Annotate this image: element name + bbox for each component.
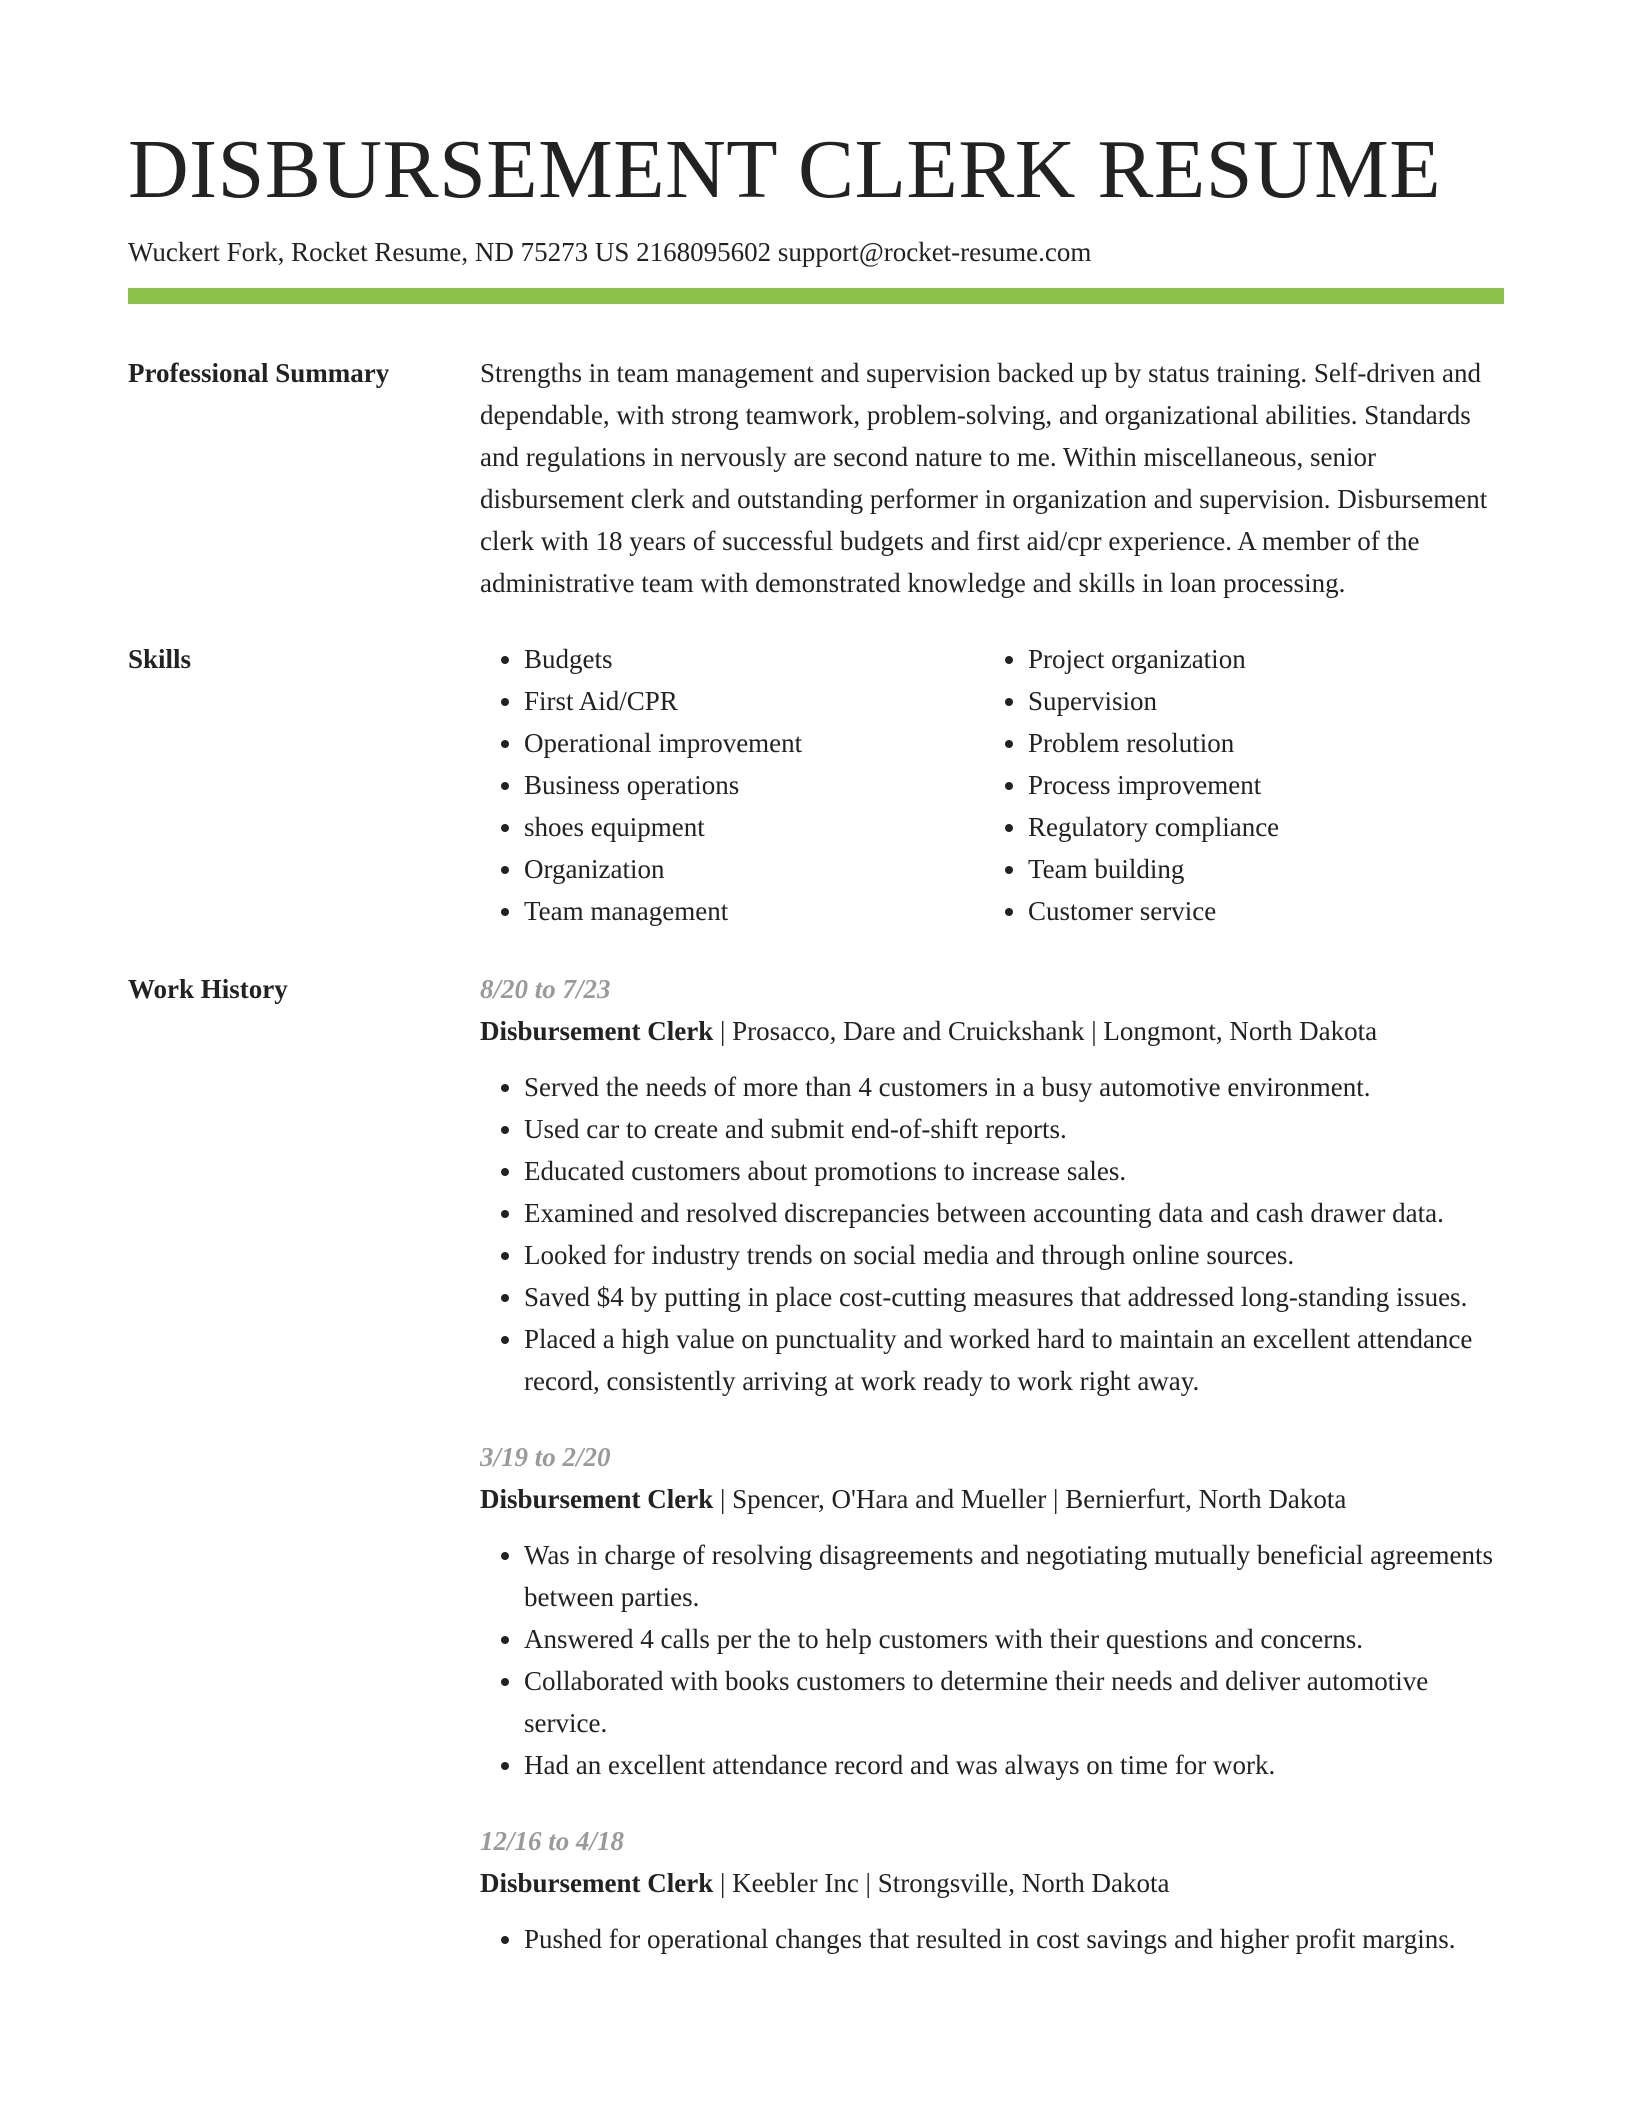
job-title: Disbursement Clerk xyxy=(480,1484,714,1514)
skills-heading: Skills xyxy=(128,644,192,674)
job-dates: 12/16 to 4/18 xyxy=(480,1826,625,1856)
job-bullet: • Examined and resolved discrepancies between accounting data and cash drawer data. xyxy=(524,1192,1504,1234)
summary-heading: Professional Summary xyxy=(128,358,390,388)
work-history-section xyxy=(128,968,1504,1994)
job-entry-3 xyxy=(480,1820,1504,1960)
skill-item: • First Aid/CPR xyxy=(524,680,984,722)
accent-divider xyxy=(128,288,1504,304)
skills-section xyxy=(128,638,1504,932)
skill-item: • Process improvement xyxy=(1028,764,1504,806)
job-title: Disbursement Clerk xyxy=(480,1868,714,1898)
job-employer-location: | Prosacco, Dare and Cruickshank | Longmont, North Dakota xyxy=(713,1016,1378,1046)
contact-line xyxy=(128,234,1504,270)
work-history-heading: Work History xyxy=(128,974,288,1004)
job-bullets xyxy=(480,1918,1504,1960)
job-employer-location: | Keebler Inc | Strongsville, North Dakota xyxy=(713,1868,1170,1898)
job-entry-2 xyxy=(480,1436,1504,1786)
resume-title: DISBURSEMENT CLERK RESUME xyxy=(128,123,1442,216)
job-header xyxy=(480,1478,1504,1520)
job-bullet: • Was in charge of resolving disagreements and negotiating mutually beneficial agreements between parties. xyxy=(524,1534,1504,1618)
job-entry-1 xyxy=(480,968,1504,1402)
job-bullet: • Pushed for operational changes that resulted in cost savings and higher profit margins. xyxy=(524,1918,1504,1960)
skill-item: • Regulatory compliance xyxy=(1028,806,1504,848)
job-bullet: • Educated customers about promotions to increase sales. xyxy=(524,1150,1504,1192)
job-header xyxy=(480,1010,1504,1052)
skill-item: • Problem resolution xyxy=(1028,722,1504,764)
skill-item: • Business operations xyxy=(524,764,984,806)
skill-item: • Customer service xyxy=(1028,890,1504,932)
summary-text: Strengths in team management and supervision backed up by status training. Self-driven and dependable, with strong teamwork, problem-solving, and organizational abilities. Standards and regulations in nervously are second nature to me. Within miscellaneous, senior disbursement clerk and outstanding performer in organization and supervision. Disbursement clerk with 18 years of successful budgets and first aid/cpr experience. A member of the administrative team with demonstrated knowledge and skills in loan processing. xyxy=(480,358,1488,598)
job-header xyxy=(480,1862,1504,1904)
job-dates: 8/20 to 7/23 xyxy=(480,974,611,1004)
job-bullet: • Used car to create and submit end-of-shift reports. xyxy=(524,1108,1504,1150)
skills-list-right xyxy=(984,638,1504,932)
job-bullet: • Looked for industry trends on social media and through online sources. xyxy=(524,1234,1504,1276)
resume-page xyxy=(128,118,1504,1994)
job-bullets xyxy=(480,1534,1504,1786)
job-bullet: • Placed a high value on punctuality and worked hard to maintain an excellent attendance record, consistently arriving at work ready to work right away. xyxy=(524,1318,1504,1402)
skill-item: • Supervision xyxy=(1028,680,1504,722)
skill-item: • Operational improvement xyxy=(524,722,984,764)
skill-item: • Organization xyxy=(524,848,984,890)
job-employer-location: | Spencer, O'Hara and Mueller | Bernierfurt, North Dakota xyxy=(713,1484,1347,1514)
skill-item: • shoes equipment xyxy=(524,806,984,848)
skill-item: • Project organization xyxy=(1028,638,1504,680)
job-title: Disbursement Clerk xyxy=(480,1016,714,1046)
skill-item: • Team building xyxy=(1028,848,1504,890)
job-bullet: • Answered 4 calls per the to help customers with their questions and concerns. xyxy=(524,1618,1504,1660)
contact-email: support@rocket-resume.com xyxy=(777,237,1092,267)
job-bullet: • Saved $4 by putting in place cost-cutting measures that addressed long-standing issues. xyxy=(524,1276,1504,1318)
job-bullet: • Had an excellent attendance record and was always on time for work. xyxy=(524,1744,1504,1786)
professional-summary-section xyxy=(128,352,1504,604)
skills-list-left xyxy=(480,638,984,932)
job-bullet: • Served the needs of more than 4 customers in a busy automotive environment. xyxy=(524,1066,1504,1108)
job-bullets xyxy=(480,1066,1504,1402)
skill-item: • Team management xyxy=(524,890,984,932)
job-dates: 3/19 to 2/20 xyxy=(480,1442,611,1472)
contact-phone: 2168095602 xyxy=(636,237,772,267)
contact-address: Wuckert Fork, Rocket Resume, ND 75273 US xyxy=(128,237,630,267)
skill-item: • Budgets xyxy=(524,638,984,680)
job-bullet: • Collaborated with books customers to determine their needs and deliver automotive service. xyxy=(524,1660,1504,1744)
